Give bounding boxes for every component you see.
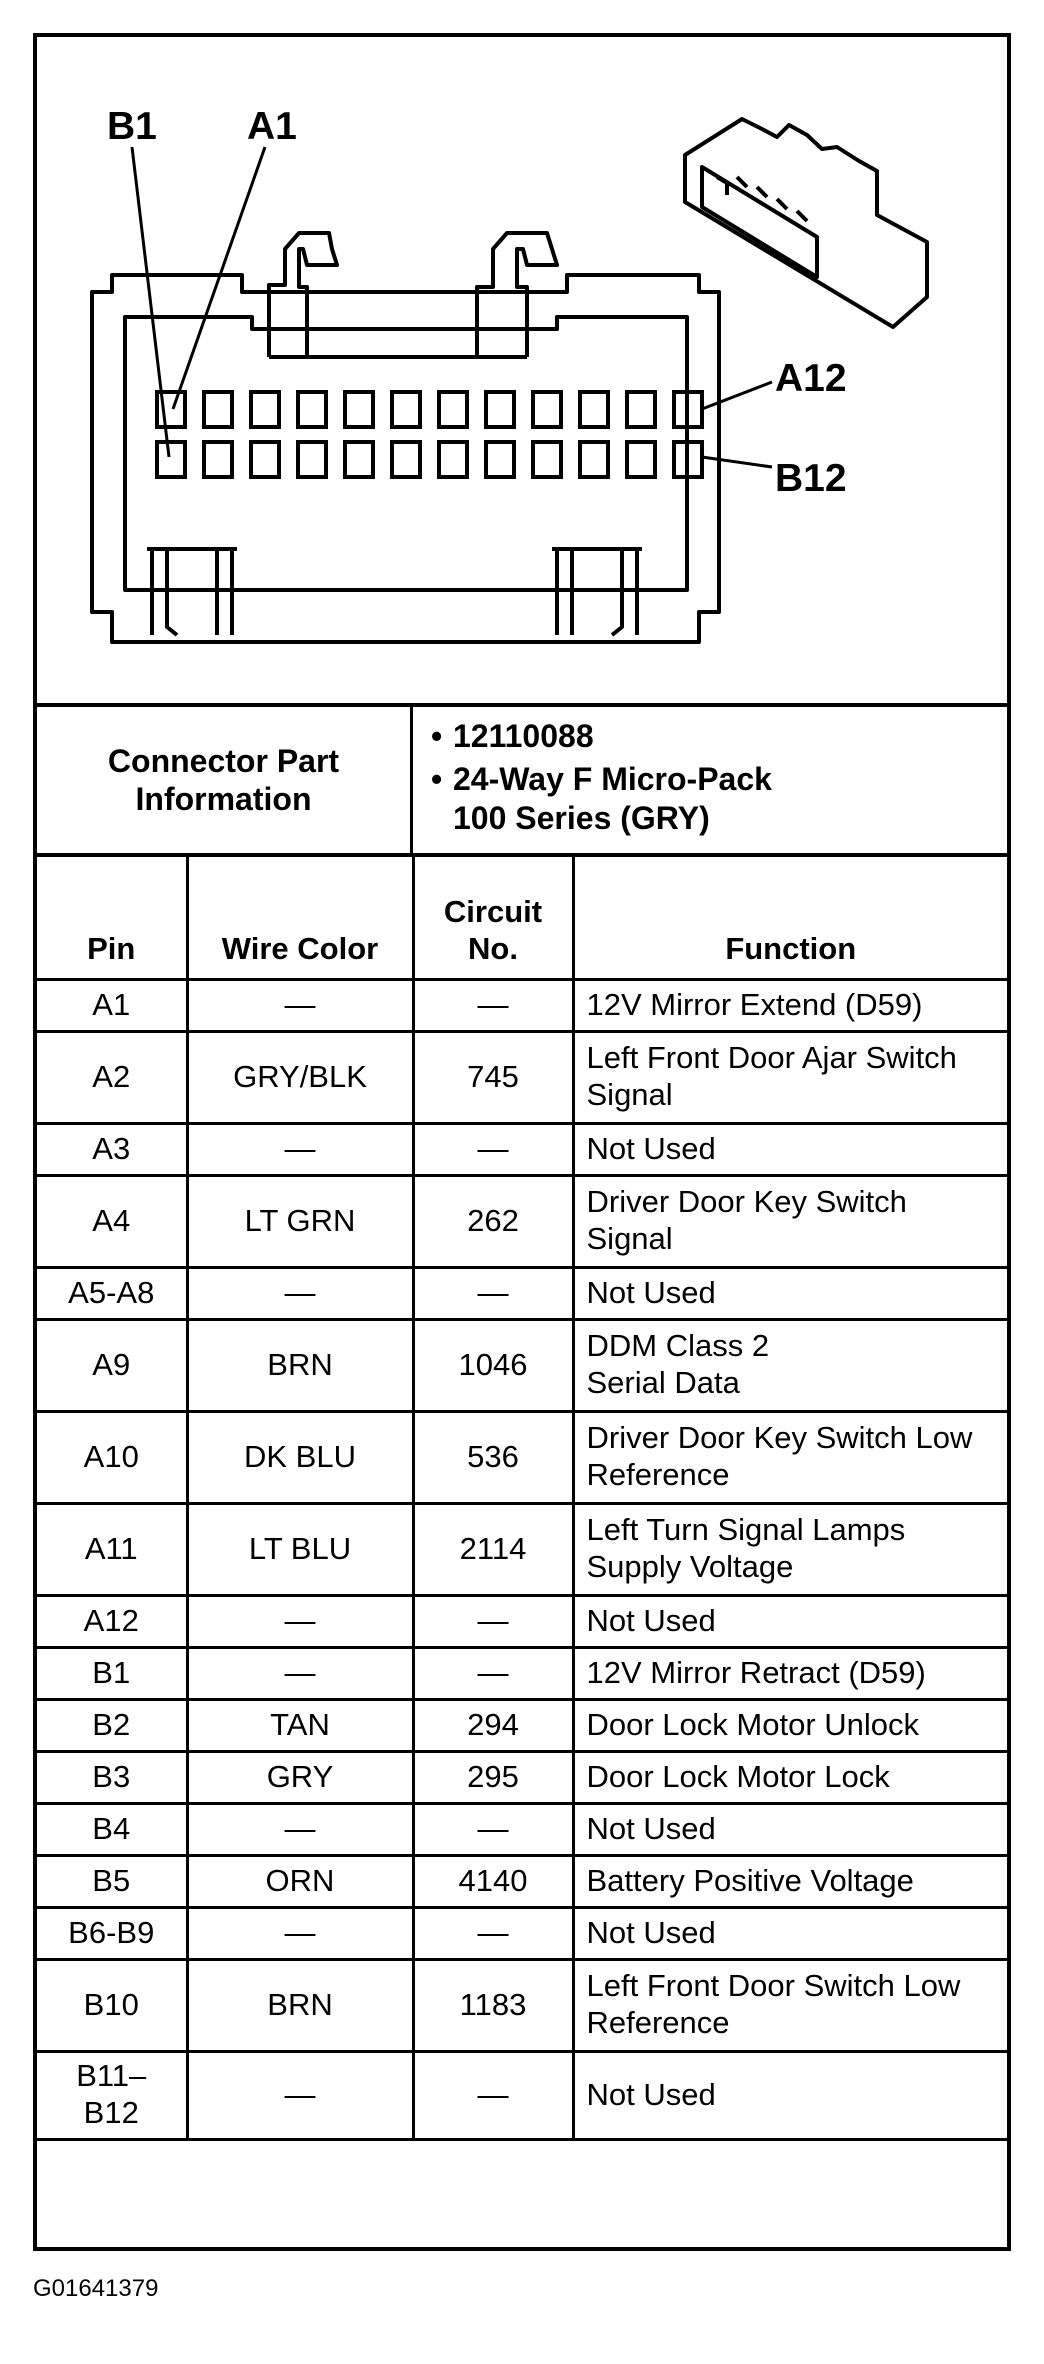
connector-part-information [37, 707, 1007, 857]
cell-pin: B4 [37, 1803, 187, 1855]
table-row [37, 1855, 1007, 1907]
cell-circuit-no: 1046 [413, 1319, 573, 1411]
right-latch [477, 233, 557, 357]
cell-circuit-no: 294 [413, 1699, 573, 1751]
cell-function: Battery Positive Voltage [573, 1855, 1007, 1907]
pin-table [37, 857, 1007, 2141]
cell-wire-color: TAN [187, 1699, 413, 1751]
connector-perspective-sketch [685, 119, 927, 327]
cell-function: Left Front Door Switch Low Reference [573, 1959, 1007, 2051]
cell-circuit-no: 295 [413, 1751, 573, 1803]
table-row [37, 2051, 1007, 2139]
cell-pin: A12 [37, 1595, 187, 1647]
connector-info-label: Connector Part Information [37, 707, 413, 853]
cell-circuit-no: 2114 [413, 1503, 573, 1595]
cell-function: DDM Class 2 Serial Data [573, 1319, 1007, 1411]
connector-sheet [33, 33, 1011, 2251]
cell-wire-color: — [187, 1907, 413, 1959]
header-wire-color: Wire Color [187, 857, 413, 979]
cell-function: 12V Mirror Extend (D59) [573, 979, 1007, 1031]
table-row [37, 1959, 1007, 2051]
header-pin: Pin [37, 857, 187, 979]
cell-pin: B2 [37, 1699, 187, 1751]
cell-pin: A1 [37, 979, 187, 1031]
cell-circuit-no: 745 [413, 1031, 573, 1123]
cell-function: Not Used [573, 1907, 1007, 1959]
cell-circuit-no: — [413, 979, 573, 1031]
table-row [37, 1595, 1007, 1647]
cell-pin: B5 [37, 1855, 187, 1907]
cell-function: Left Turn Signal Lamps Supply Voltage [573, 1503, 1007, 1595]
table-row [37, 1907, 1007, 1959]
cell-function: Door Lock Motor Unlock [573, 1699, 1007, 1751]
table-row [37, 1175, 1007, 1267]
cell-circuit-no: — [413, 1647, 573, 1699]
table-row [37, 1647, 1007, 1699]
cell-circuit-no: — [413, 1595, 573, 1647]
cell-circuit-no: — [413, 1907, 573, 1959]
cell-wire-color: LT GRN [187, 1175, 413, 1267]
cell-circuit-no: 536 [413, 1411, 573, 1503]
cell-function: Door Lock Motor Lock [573, 1751, 1007, 1803]
cell-function: Not Used [573, 1267, 1007, 1319]
table-row [37, 1803, 1007, 1855]
cell-wire-color: — [187, 1267, 413, 1319]
cell-function: 12V Mirror Retract (D59) [573, 1647, 1007, 1699]
table-row [37, 979, 1007, 1031]
cell-pin: B11– B12 [37, 2051, 187, 2139]
header-circuit-no: Circuit No. [413, 857, 573, 979]
table-row [37, 1411, 1007, 1503]
pin-grid [157, 392, 702, 477]
header-function: Function [573, 857, 1007, 979]
cell-wire-color: — [187, 2051, 413, 2139]
cell-function: Not Used [573, 1803, 1007, 1855]
cell-wire-color: DK BLU [187, 1411, 413, 1503]
table-row [37, 1031, 1007, 1123]
cell-pin: B10 [37, 1959, 187, 2051]
connector-info-details [413, 717, 1003, 842]
table-row [37, 1503, 1007, 1595]
cell-pin: A5-A8 [37, 1267, 187, 1319]
cell-pin: A10 [37, 1411, 187, 1503]
connector-info-item: • 12110088 [413, 717, 1003, 756]
cell-function: Driver Door Key Switch Signal [573, 1175, 1007, 1267]
cell-function: Left Front Door Ajar Switch Signal [573, 1031, 1007, 1123]
cell-circuit-no: 1183 [413, 1959, 573, 2051]
callout-b12: B12 [775, 457, 847, 500]
table-row [37, 1123, 1007, 1175]
table-row [37, 1267, 1007, 1319]
cell-wire-color: — [187, 1123, 413, 1175]
cell-function: Not Used [573, 1595, 1007, 1647]
cell-wire-color: GRY [187, 1751, 413, 1803]
left-latch [269, 233, 337, 357]
cell-circuit-no: — [413, 2051, 573, 2139]
cell-wire-color: — [187, 1595, 413, 1647]
callout-a1: A1 [247, 105, 297, 148]
callout-a12: A12 [775, 357, 847, 400]
connector-face-drawing [37, 37, 1007, 703]
cell-function: Not Used [573, 2051, 1007, 2139]
cell-circuit-no: — [413, 1267, 573, 1319]
cell-wire-color: — [187, 1803, 413, 1855]
cell-pin: B6-B9 [37, 1907, 187, 1959]
callout-b1: B1 [107, 105, 157, 148]
cell-pin: A11 [37, 1503, 187, 1595]
cell-circuit-no: 4140 [413, 1855, 573, 1907]
cell-wire-color: LT BLU [187, 1503, 413, 1595]
cell-pin: A9 [37, 1319, 187, 1411]
cell-wire-color: — [187, 979, 413, 1031]
table-row [37, 1699, 1007, 1751]
cell-wire-color: BRN [187, 1959, 413, 2051]
cell-pin: B1 [37, 1647, 187, 1699]
cell-circuit-no: — [413, 1123, 573, 1175]
connector-info-item: • 24-Way F Micro-Pack 100 Series (GRY) [413, 760, 1003, 838]
cell-pin: B3 [37, 1751, 187, 1803]
cell-wire-color: GRY/BLK [187, 1031, 413, 1123]
cell-wire-color: ORN [187, 1855, 413, 1907]
cell-pin: A2 [37, 1031, 187, 1123]
cell-pin: A4 [37, 1175, 187, 1267]
connector-diagram [37, 37, 1007, 707]
table-row [37, 1751, 1007, 1803]
cell-function: Not Used [573, 1123, 1007, 1175]
table-row [37, 1319, 1007, 1411]
cell-pin: A3 [37, 1123, 187, 1175]
figure-id: G01641379 [33, 2275, 159, 2302]
cell-wire-color: — [187, 1647, 413, 1699]
cell-circuit-no: — [413, 1803, 573, 1855]
cell-function: Driver Door Key Switch Low Reference [573, 1411, 1007, 1503]
cell-wire-color: BRN [187, 1319, 413, 1411]
cell-circuit-no: 262 [413, 1175, 573, 1267]
pin-table-body [37, 979, 1007, 2139]
